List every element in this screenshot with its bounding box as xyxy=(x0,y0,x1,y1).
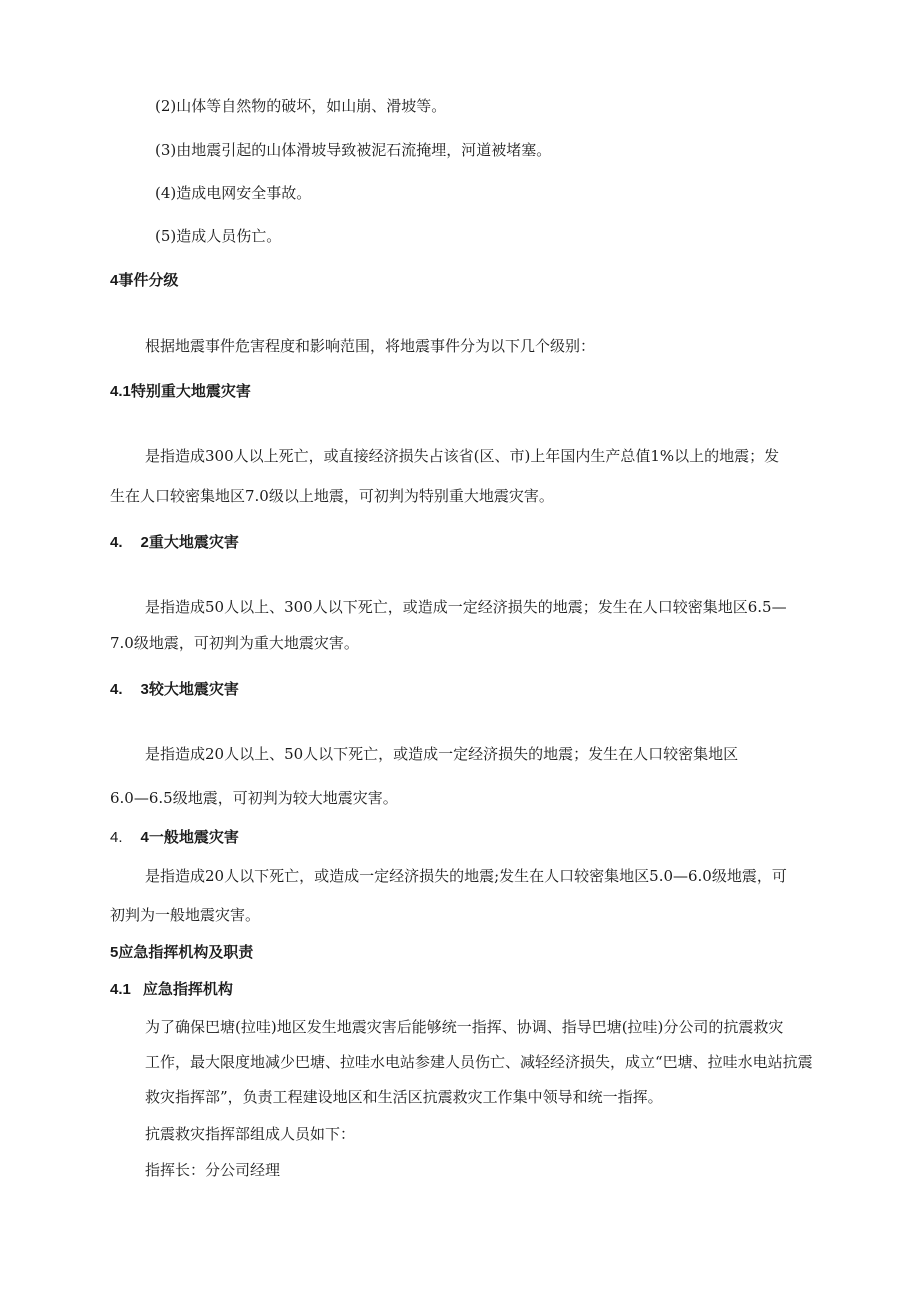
list-item-3: (3)由地震引起的山体滑坡导致被泥石流掩埋，河道被堵塞。 xyxy=(155,141,552,159)
section-5-1-para-line-5: 指挥长：分公司经理 xyxy=(145,1161,281,1179)
section-4-4-para-line-1: 是指造成20人以下死亡，或造成一定经济损失的地震;发生在人口较密集地区5.0—6.0级地震，可 xyxy=(145,867,787,885)
section-4-4-number: 4. xyxy=(110,829,123,846)
list-item-2: (2)山体等自然物的破坏，如山崩、滑坡等。 xyxy=(155,97,447,115)
section-4-2-para-line-2: 7.0级地震，可初判为重大地震灾害。 xyxy=(110,634,359,652)
section-5-1-para-line-2: 工作，最大限度地减少巴塘、拉哇水电站参建人员伤亡、减轻经济损失，成立“巴塘、拉哇水电站抗震 xyxy=(145,1053,813,1071)
section-5-1-number: 4.1 xyxy=(110,981,131,998)
section-4-2-title: 2重大地震灾害 xyxy=(140,534,239,551)
section-4-intro: 根据地震事件危害程度和影响范围，将地震事件分为以下几个级别： xyxy=(145,337,596,355)
section-4-1-para-line-1: 是指造成300人以上死亡，或直接经济损失占该省(区、市)上年国内生产总值1%以上的地震；发 xyxy=(145,447,780,465)
section-4-2-para-line-1: 是指造成50人以上、300人以下死亡，或造成一定经济损失的地震；发生在人口较密集地区6.5— xyxy=(145,598,787,616)
section-4-1-para-line-2: 生在人口较密集地区7.0级以上地震，可初判为特别重大地震灾害。 xyxy=(110,487,554,505)
section-4-heading: 4事件分级 xyxy=(110,272,179,289)
section-5-1-para-line-4: 抗震救灾指挥部组成人员如下： xyxy=(145,1125,356,1143)
section-5-1-para-line-1: 为了确保巴塘(拉哇)地区发生地震灾害后能够统一指挥、协调、指导巴塘(拉哇)分公司的抗震救灾 xyxy=(145,1018,784,1036)
section-4-2-heading xyxy=(110,533,239,553)
section-4-3-heading xyxy=(110,680,239,700)
section-4-3-title: 3较大地震灾害 xyxy=(140,681,239,698)
list-item-5: (5)造成人员伤亡。 xyxy=(155,227,282,245)
section-4-4-heading xyxy=(110,828,239,848)
section-4-2-number: 4. xyxy=(110,534,123,551)
section-5-1-title: 应急指挥机构 xyxy=(142,981,233,998)
section-4-4-para-line-2: 初判为一般地震灾害。 xyxy=(110,906,261,924)
section-4-3-number: 4. xyxy=(110,681,123,698)
section-4-1-heading: 4.1特别重大地震灾害 xyxy=(110,383,251,400)
section-5-1-heading xyxy=(110,980,233,1000)
section-4-4-title: 4一般地震灾害 xyxy=(140,829,239,846)
section-5-1-para-line-3: 救灾指挥部”，负责工程建设地区和生活区抗震救灾工作集中领导和统一指挥。 xyxy=(145,1088,663,1106)
section-4-3-para-line-1: 是指造成20人以上、50人以下死亡，或造成一定经济损失的地震；发生在人口较密集地区 xyxy=(145,745,739,763)
section-4-3-para-line-2: 6.0—6.5级地震，可初判为较大地震灾害。 xyxy=(110,789,398,807)
section-5-heading: 5应急指挥机构及职责 xyxy=(110,944,254,961)
list-item-4: (4)造成电网安全事故。 xyxy=(155,184,312,202)
